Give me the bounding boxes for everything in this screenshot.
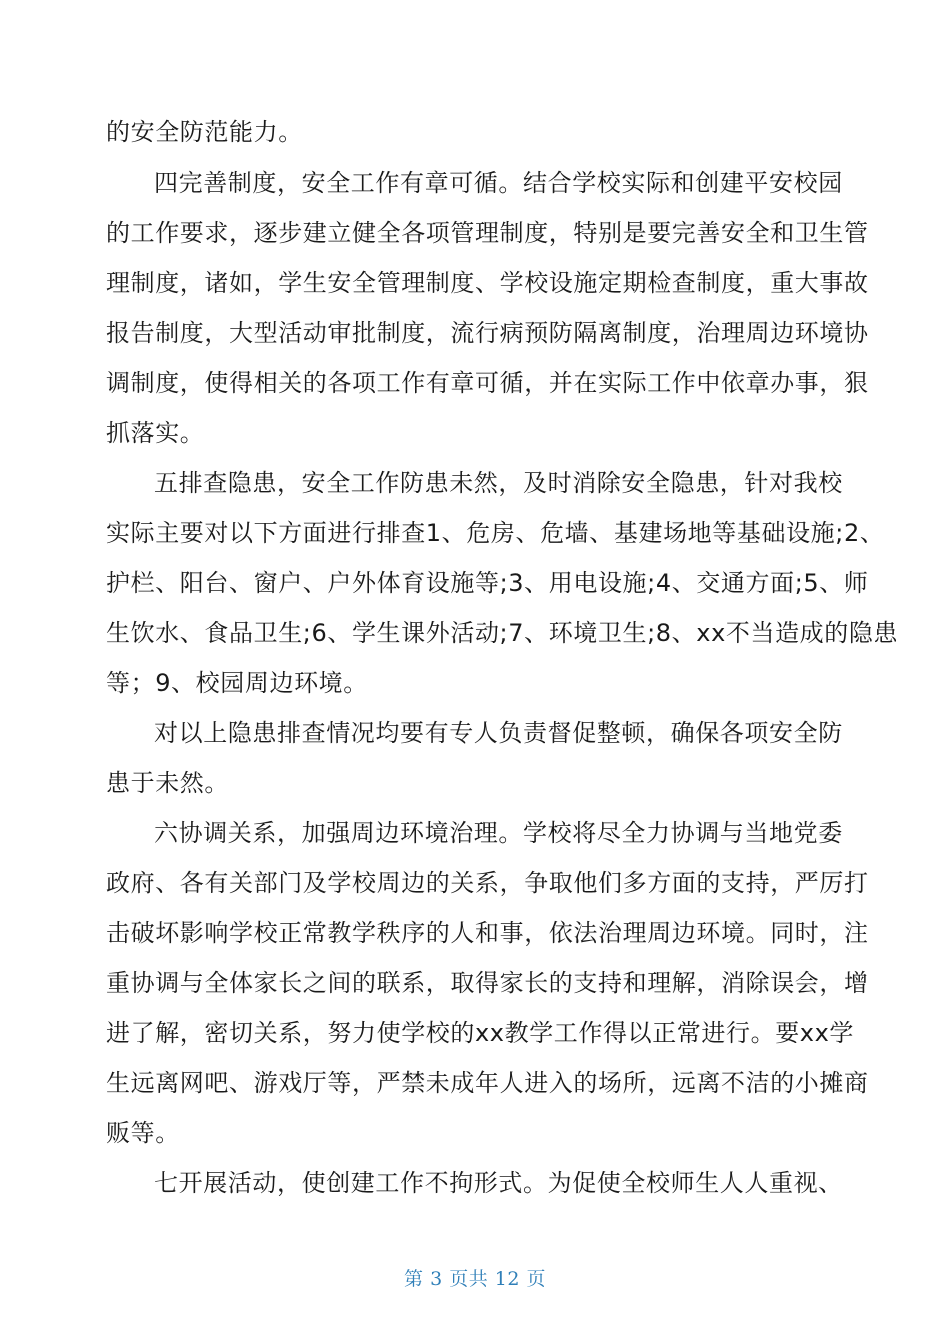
text-line: 生远离网吧、游戏厅等，严禁未成年人进入的场所，远离不洁的小摊商: [106, 1069, 869, 1097]
text-line: 击破坏影响学校正常教学秩序的人和事，依法治理周边环境。同时，注: [106, 919, 869, 947]
text-line: 政府、各有关部门及学校周边的关系，争取他们多方面的支持，严厉打: [106, 869, 869, 897]
paragraph-start-line: 四完善制度，安全工作有章可循。结合学校实际和创建平安校园: [154, 169, 843, 197]
text-line: 的工作要求，逐步建立健全各项管理制度，特别是要完善安全和卫生管: [106, 219, 869, 247]
text-line: 调制度，使得相关的各项工作有章可循，并在实际工作中依章办事，狠: [106, 369, 869, 397]
text-line: 患于未然。: [106, 769, 229, 797]
text-line: 报告制度，大型活动审批制度，流行病预防隔离制度，治理周边环境协: [106, 319, 869, 347]
paragraph-start-line: 五排查隐患，安全工作防患未然，及时消除安全隐患，针对我校: [154, 469, 843, 497]
text-line: 重协调与全体家长之间的联系，取得家长的支持和理解，消除误会，增: [106, 969, 869, 997]
text-line: 生饮水、食品卫生;6、学生课外活动;7、环境卫生;8、xx不当造成的隐患: [106, 619, 899, 647]
text-line: 理制度，诸如，学生安全管理制度、学校设施定期检查制度，重大事故: [106, 269, 869, 297]
paragraph-start-line: 对以上隐患排查情况均要有专人负责督促整顿，确保各项安全防: [154, 719, 843, 747]
text-line: 抓落实。: [106, 419, 205, 447]
paragraph-start-line: 六协调关系，加强周边环境治理。学校将尽全力协调与当地党委: [154, 819, 843, 847]
text-line: 等；9、校园周边环境。: [106, 669, 368, 697]
paragraph-start-line: 七开展活动，使创建工作不拘形式。为促使全校师生人人重视、: [154, 1169, 843, 1197]
text-line: 的安全防范能力。: [106, 118, 303, 146]
text-line: 贩等。: [106, 1119, 180, 1147]
text-line: 护栏、阳台、窗户、户外体育设施等;3、用电设施;4、交通方面;5、师: [106, 569, 869, 597]
page-footer: 第 3 页共 12 页: [404, 1268, 546, 1290]
text-line: 进了解，密切关系，努力使学校的xx教学工作得以正常进行。要xx学: [106, 1019, 855, 1047]
text-line: 实际主要对以下方面进行排查1、危房、危墙、基建场地等基础设施;2、: [106, 519, 885, 547]
